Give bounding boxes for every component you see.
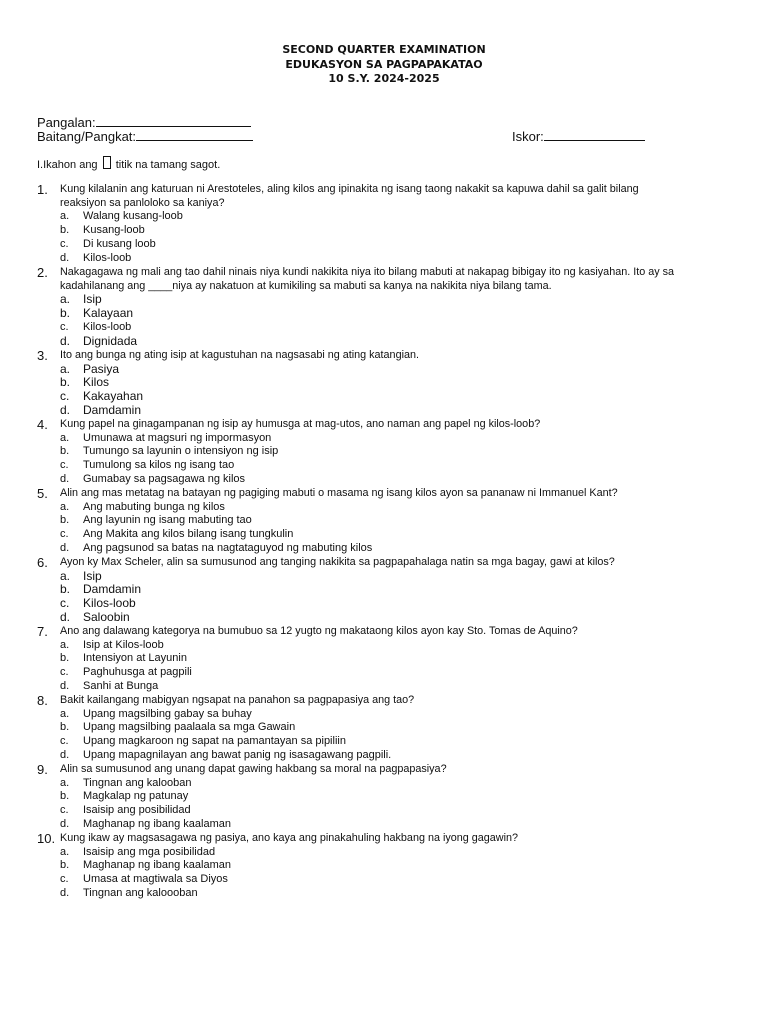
question-row <box>37 183 677 210</box>
answer-option[interactable] <box>60 404 677 418</box>
option-text: Intensiyon at Layunin <box>83 652 187 665</box>
option-letter: d. <box>60 748 70 761</box>
option-text: Ang layunin ng isang mabuting tao <box>83 514 252 527</box>
option-text: Umasa at magtiwala sa Diyos <box>83 873 228 886</box>
answer-option[interactable] <box>60 680 677 694</box>
option-letter: c. <box>60 528 69 541</box>
option-letter: b. <box>60 859 70 872</box>
option-text: Damdamin <box>83 402 142 417</box>
answer-option[interactable] <box>60 777 677 791</box>
option-letter: d. <box>60 251 70 264</box>
option-text: Isip <box>83 568 102 583</box>
answer-option[interactable] <box>60 749 677 763</box>
option-text: Gumabay sa pagsagawa ng kilos <box>83 472 246 485</box>
option-letter: d. <box>60 817 70 830</box>
question-number: 6. <box>37 555 48 570</box>
option-letter: c. <box>60 666 69 679</box>
option-letter: c. <box>60 735 69 748</box>
question-item <box>37 625 677 694</box>
name-blank[interactable] <box>96 115 251 127</box>
question-number: 5. <box>37 486 48 501</box>
option-letter: d. <box>60 333 71 348</box>
option-text: Kilos-loob <box>83 596 136 611</box>
grade-label: Baitang/Pangkat: <box>37 129 137 144</box>
option-list <box>60 501 677 556</box>
question-number: 9. <box>37 762 48 777</box>
option-letter: b. <box>60 223 70 236</box>
option-letter: b. <box>60 721 70 734</box>
option-letter: a. <box>60 500 70 513</box>
option-letter: a. <box>60 210 70 223</box>
question-row <box>37 625 677 639</box>
school-year: 10 S.Y. 2024-2025 <box>328 72 440 85</box>
answer-option[interactable] <box>60 363 677 377</box>
answer-option[interactable] <box>60 652 677 666</box>
option-letter: c. <box>60 596 70 611</box>
option-text: Tingnan ang kalooban <box>83 776 192 789</box>
option-text: Kilos-loob <box>83 320 132 333</box>
answer-option[interactable] <box>60 666 677 680</box>
option-letter: b. <box>60 652 70 665</box>
answer-option[interactable] <box>60 721 677 735</box>
answer-option[interactable] <box>60 639 677 653</box>
answer-option[interactable] <box>60 846 677 860</box>
question-item <box>37 832 677 901</box>
option-list <box>60 210 677 265</box>
grade-field[interactable] <box>37 129 253 144</box>
option-letter: a. <box>60 845 70 858</box>
question-number: 1. <box>37 182 48 197</box>
option-text: Ang pagsunod sa batas na nagtataguyod ng mabuting kilos <box>83 541 373 554</box>
option-letter: a. <box>60 292 71 307</box>
option-text: Upang magsilbing gabay sa buhay <box>83 707 252 720</box>
grade-blank[interactable] <box>136 129 253 141</box>
score-blank[interactable] <box>544 129 645 141</box>
answer-option[interactable] <box>60 390 677 404</box>
option-list <box>60 639 677 694</box>
option-letter: b. <box>60 582 71 597</box>
option-text: Paghuhusga at pagpili <box>83 666 192 679</box>
question-text: Ito ang bunga ng ating isip at kagustuhan na nagsasabi ng ating katangian. <box>60 349 419 361</box>
answer-option[interactable] <box>60 432 677 446</box>
option-letter: b. <box>60 305 71 320</box>
option-text: Saloobin <box>83 609 130 624</box>
option-text: Tumungo sa layunin o intensiyon ng isip <box>83 445 279 458</box>
question-item <box>37 349 677 418</box>
option-list <box>60 708 677 763</box>
answer-box-icon <box>103 156 111 169</box>
question-text: Kung papel na ginagampanan ng isip ay humusga at mag-utos, ano naman ang papel ng kilos-loob? <box>60 418 541 430</box>
answer-option[interactable] <box>60 708 677 722</box>
option-text: Tingnan ang kaloooban <box>83 886 198 899</box>
option-letter: a. <box>60 431 70 444</box>
option-text: Tumulong sa kilos ng isang tao <box>83 459 235 472</box>
option-text: Ang mabuting bunga ng kilos <box>83 500 225 513</box>
option-text: Upang mapagnilayan ang bawat panig ng isasagawang pagpili. <box>83 748 392 761</box>
question-text: Alin ang mas metatag na batayan ng pagiging mabuti o masama ng isang kilos ayon sa pananaw ni Immanuel Kant? <box>60 487 618 499</box>
option-letter: c. <box>60 320 69 333</box>
exam-title: SECOND QUARTER EXAMINATION <box>282 43 486 56</box>
option-text: Kakayahan <box>83 389 144 404</box>
option-letter: c. <box>60 237 69 250</box>
question-text: Ano ang dalawang kategorya na bumubuo sa 12 yugto ng makataong kilos ayon kay Sto. Tomas de Aquino? <box>60 625 578 637</box>
question-text: Alin sa sumusunod ang unang dapat gawing hakbang sa moral na pagpapasiya? <box>60 763 447 775</box>
answer-option[interactable] <box>60 459 677 473</box>
option-text: Isaisip ang mga posibilidad <box>83 845 216 858</box>
question-text: Kung ikaw ay magsasagawa ng pasiya, ano kaya ang pinakahuling hakbang na iyong gagawin? <box>60 832 518 844</box>
option-text: Kilos <box>83 375 110 390</box>
answer-option[interactable] <box>60 790 677 804</box>
answer-option[interactable] <box>60 542 677 556</box>
option-letter: b. <box>60 445 70 458</box>
option-letter: c. <box>60 804 69 817</box>
answer-option[interactable] <box>60 445 677 459</box>
answer-option[interactable] <box>60 528 677 542</box>
question-item <box>37 487 677 556</box>
option-letter: b. <box>60 514 70 527</box>
question-item <box>37 418 677 487</box>
option-text: Isaisip ang posibilidad <box>83 804 191 817</box>
option-text: Maghanap ng ibang kaalaman <box>83 859 232 872</box>
score-label: Iskor: <box>512 129 544 144</box>
answer-option[interactable] <box>60 611 677 625</box>
answer-option[interactable] <box>60 252 677 266</box>
option-letter: a. <box>60 568 71 583</box>
answer-option[interactable] <box>60 473 677 487</box>
answer-option[interactable] <box>60 887 677 901</box>
option-text: Kilos-loob <box>83 251 132 264</box>
answer-option[interactable] <box>60 376 677 390</box>
option-letter: a. <box>60 638 70 651</box>
answer-option[interactable] <box>60 321 677 335</box>
instructions <box>37 156 220 172</box>
option-list <box>60 293 677 348</box>
option-text: Umunawa at magsuri ng impormasyon <box>83 431 272 444</box>
question-number: 3. <box>37 348 48 363</box>
question-row <box>37 266 677 293</box>
question-row <box>37 487 677 501</box>
option-letter: c. <box>60 389 70 404</box>
option-letter: b. <box>60 790 70 803</box>
answer-option[interactable] <box>60 224 677 238</box>
question-text: Ayon ky Max Scheler, alin sa sumusunod ang tanging nakikita sa pagpapahalaga natin sa mga bagay, gawi at kilos? <box>60 556 615 568</box>
option-letter: b. <box>60 375 71 390</box>
question-text: Nakagagawa ng mali ang tao dahil ninais niya kundi nakikita niya ito bilang mabuti at nakapag bibigay ito ng kasiyahan. Ito ay sa kadahilanang ang ____niya ay nakatuon at kumikiling sa mabuti sa kanya na nakikita niya bilang tama. <box>60 266 675 292</box>
option-text: Maghanap ng ibang kaalaman <box>83 817 232 830</box>
option-text: Ang Makita ang kilos bilang isang tungkulin <box>83 528 294 541</box>
option-text: Upang magsilbing paalaala sa mga Gawain <box>83 721 296 734</box>
answer-option[interactable] <box>60 804 677 818</box>
option-text: Di kusang loob <box>83 237 156 250</box>
option-list <box>60 363 677 418</box>
answer-option[interactable] <box>60 335 677 349</box>
question-row <box>37 832 677 846</box>
question-text: Kung kilalanin ang katuruan ni Arestoteles, aling kilos ang ipinakita ng isang taong nakakit sa kapuwa dahil sa galit bilang reaksiyon sa panloloko sa kaniya? <box>60 183 639 209</box>
option-list <box>60 570 677 625</box>
question-item <box>37 183 677 265</box>
answer-option[interactable] <box>60 735 677 749</box>
option-text: Isip at Kilos-loob <box>83 638 164 651</box>
option-text: Sanhi at Bunga <box>83 679 159 692</box>
question-row <box>37 556 677 570</box>
answer-option[interactable] <box>60 597 677 611</box>
option-list <box>60 777 677 832</box>
question-number: 2. <box>37 265 48 280</box>
option-letter: a. <box>60 707 70 720</box>
answer-option[interactable] <box>60 583 677 597</box>
option-letter: a. <box>60 776 70 789</box>
option-text: Magkalap ng patunay <box>83 790 189 803</box>
question-text: Bakit kailangang mabigyan ngsapat na panahon sa pagpapasiya ang tao? <box>60 694 415 706</box>
option-letter: d. <box>60 402 71 417</box>
exam-header <box>0 43 768 87</box>
option-text: Kalayaan <box>83 305 134 320</box>
option-text: Dignidada <box>83 333 138 348</box>
question-row <box>37 418 677 432</box>
option-text: Upang magkaroon ng sapat na pamantayan sa pipiliin <box>83 735 346 748</box>
question-row <box>37 694 677 708</box>
answer-option[interactable] <box>60 210 677 224</box>
option-letter: c. <box>60 873 69 886</box>
instructions-before: I.Ikahon ang <box>37 159 98 171</box>
answer-option[interactable] <box>60 293 677 307</box>
question-row <box>37 349 677 363</box>
question-item <box>37 266 677 348</box>
option-letter: d. <box>60 472 70 485</box>
option-list <box>60 846 677 901</box>
answer-option[interactable] <box>60 570 677 584</box>
option-text: Isip <box>83 292 102 307</box>
option-list <box>60 432 677 487</box>
option-text: Pasiya <box>83 361 120 376</box>
answer-option[interactable] <box>60 859 677 873</box>
name-label: Pangalan: <box>37 115 96 130</box>
answer-option[interactable] <box>60 873 677 887</box>
option-text: Damdamin <box>83 582 142 597</box>
question-number: 4. <box>37 417 48 432</box>
answer-option[interactable] <box>60 307 677 321</box>
option-letter: a. <box>60 361 71 376</box>
question-item <box>37 694 677 763</box>
name-field[interactable] <box>37 115 251 130</box>
question-item <box>37 763 677 832</box>
option-letter: d. <box>60 886 70 899</box>
question-number: 7. <box>37 624 48 639</box>
subject-title: EDUKASYON SA PAGPAPAKATAO <box>285 57 483 71</box>
question-row <box>37 763 677 777</box>
score-field[interactable] <box>512 129 645 144</box>
option-letter: d. <box>60 541 70 554</box>
option-letter: c. <box>60 459 69 472</box>
option-letter: d. <box>60 609 71 624</box>
instructions-after: titik na tamang sagot. <box>115 159 221 171</box>
answer-option[interactable] <box>60 818 677 832</box>
answer-option[interactable] <box>60 238 677 252</box>
option-text: Kusang-loob <box>83 223 145 236</box>
option-text: Walang kusang-loob <box>83 210 183 223</box>
question-number: 10. <box>37 831 56 846</box>
option-letter: d. <box>60 679 70 692</box>
question-number: 8. <box>37 693 48 708</box>
answer-option[interactable] <box>60 514 677 528</box>
answer-option[interactable] <box>60 501 677 515</box>
question-item <box>37 556 677 625</box>
